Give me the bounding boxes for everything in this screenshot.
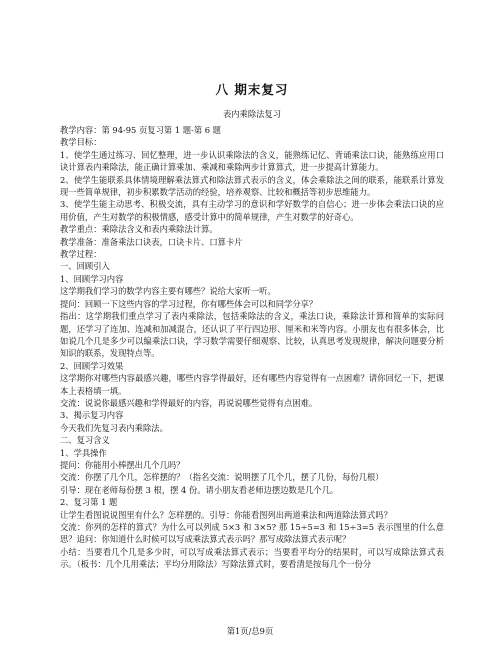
text-line: 教学准备：准备乘法口诀表，口诀卡片、口算卡片: [60, 236, 243, 247]
text-line: 3、揭示复习内容: [60, 410, 124, 421]
text-line: 1、学具操作: [60, 447, 107, 458]
text-line: 教学目标：: [60, 137, 102, 148]
text-line: 教学重点：乘除法含义和表内乘除法计算。: [60, 224, 218, 235]
page-footer: 第1页/总9页: [226, 626, 274, 636]
text-line: 2、复习第 1 题: [60, 497, 118, 508]
text-line: 让学生看图说说图里有什么？怎样摆的。引导：你能看图列出两道乘法和两道除法算式吗？: [60, 509, 392, 520]
text-line: 教学内容：第 94-95 页复习第 1 题-第 6 题: [60, 125, 221, 135]
text-line: 交流：说说你最感兴趣和学得最好的内容，再说说哪些觉得有点困难。: [60, 397, 318, 408]
text-line: 教学过程：: [60, 249, 102, 260]
text-line: 一、回顾引入: [60, 261, 110, 272]
text-line: 今天我们先复习表内乘除法。: [60, 422, 168, 433]
text-line: 交流：你摆了几个几，怎样摆的？（指名交流：说明摆了几个几，摆了几份，每份几根）: [60, 472, 384, 483]
text-line: 二、复习含义: [60, 435, 110, 446]
text-line: 1、使学生通过练习、回忆整理，进一步认识乘除法的含义，能熟练记忆、背诵乘法口诀，能熟练应用口诀计算表内乘除法，能正确计算乘加、乘减和乘除两步计算算式，进一步提高计算能力。: [60, 149, 444, 173]
text-line: 引导：现在老师每份摆 3 根，摆 4 份。请小朋友看老师边摆边数是几个几。: [60, 484, 339, 495]
text-line: 这学期我们学习的数学内容主要有哪些？说给大家听一听。: [60, 286, 276, 297]
text-line: 2、使学生能联系具体情境理解乘法算式和除法算式表示的含义，体会乘除法之间的联系，能联系计算发现一些简单规律，初步积累数学活动的经验，培养观察、比较和概括等初步思维能力。: [60, 174, 444, 198]
page-title: 八 期末复习: [215, 82, 289, 97]
text-line: 1、回顾学习内容: [60, 273, 124, 284]
text-line: 2、回顾学习效果: [60, 360, 124, 371]
text-line: 这学期你对哪些内容最感兴趣，哪些内容学得最好，还有哪些内容觉得有一点困难？请你回忆一下，把课本上表格填一填。: [60, 373, 444, 396]
text-line: 提问：回顾一下这些内容的学习过程，你有哪些体会可以和同学分享？: [60, 298, 318, 309]
text-line: 提问：你能用小棒摆出几个几吗？: [60, 459, 185, 470]
page-subtitle: 表内乘除法复习: [222, 109, 282, 119]
body-text: [60, 124, 444, 571]
text-line: 3、使学生能主动思考、积极交流，具有主动学习的意识和学好数学的自信心；进一步体会乘法口诀的应用价值，产生对数学的积极情感，感受计算中的简单规律，产生对数学的好奇心。: [60, 199, 444, 222]
text-line: 指出：这学期我们重点学习了表内乘除法，包括乘除法的含义，乘法口诀，乘除法计算和简单的实际问题，还学习了连加、连减和加减混合，还认识了平行四边形、厘米和米等内容。小朋友也有很多体会，比如说几个几是多少可以编乘法口诀，学习数学需要仔细观察、比较，认真思考发现规律，解决问题要分析知识的联系，发现特点等。: [60, 311, 444, 359]
text-line: 交流：你列的怎样的算式？为什么可以列成 5×3 和 3×5? 那 15÷5=3 和 15÷3=5 表示图里的什么意思？追问：你知道什么时候可以写成乘法算式表示吗？那写成除法算式表示呢？: [60, 522, 444, 545]
text-line: 小结：当要看几个几是多少时，可以写成乘法算式表示；当要看平均分的结果时，可以写成除法算式表示。（板书：几个几用乘法；平均分用除法）写除法算式时，要看清是按每几个一份分: [60, 546, 444, 570]
